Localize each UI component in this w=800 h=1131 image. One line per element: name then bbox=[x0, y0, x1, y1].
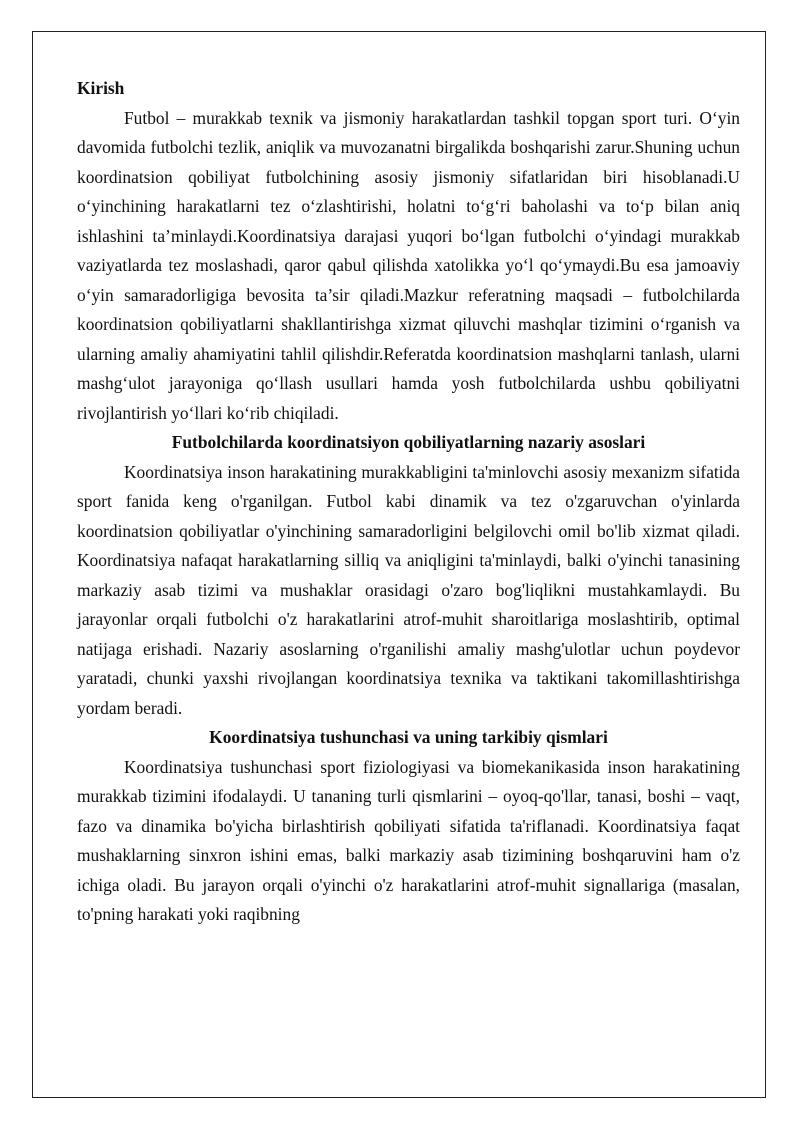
section2-paragraph: Koordinatsiya tushunchasi sport fiziologiyasi va biomekanikasida inson harakatining murakkab tizimini ifodalaydi. U tananing turli qismlarini – oyoq-qo'llar, tanasi, boshi – vaqt, fazo va dinamika bo'yicha birlashtirish qobiliyati sifatida ta'riflanadi. Koordinatsiya faqat mushaklarning sinxron ishini emas, balki markaziy asab tizimining boshqaruvini ham o'z ichiga oladi. Bu jarayon orqali o'yinchi o'z harakatlarini atrof-muhit signallariga (masalan, to'pning harakati yoki raqibning bbox=[77, 756, 740, 924]
section1-heading: Futbolchilarda koordinatsiyon qobiliyatlarning nazariy asoslari bbox=[171, 432, 646, 452]
intro-heading: Kirish bbox=[77, 78, 125, 98]
section1-paragraph: Koordinatsiya inson harakatining murakkabligini ta'minlovchi asosiy mexanizm sifatida sport fanida keng o'rganilgan. Futbol kabi dinamik va tez o'zgaruvchan o'yinlarda koordinatsion qobiliyatlar o'yinchining samaradorligini belgilovchi omil bo'lib xizmat qiladi. Koordinatsiya nafaqat harakatlarning silliq va aniqligini ta'minlaydi, balki o'yinchi tanasining markaziy asab tizimi va mushaklar orasidagi o'zaro bog'liqlikni mustahkamlaydi. Bu jarayonlar orqali futbolchi o'z harakatlarini atrof-muhit sharoitlariga moslashtirib, optimal natijaga erishadi. Nazariy asoslarning o'rganilishi amaliy mashg'ulotlar uchun poydevor yaratadi, chunki yaxshi rivojlangan koordinatsiya texnika va taktikani takomillashtirishga yordam beradi. bbox=[77, 461, 740, 718]
intro-paragraph: Futbol – murakkab texnik va jismoniy harakatlardan tashkil topgan sport turi. O‘yin davomida futbolchi tezlik, aniqlik va muvozanatni birgalikda boshqarishi zarur.Shuning uchun koordinatsion qobiliyat futbolchining asosiy jismoniy sifatlaridan biri hisoblanadi.U o‘yinchining harakatlarni tez o‘zlashtirishi, holatni to‘g‘ri baholashi va to‘p bilan aniq ishlashini ta’minlaydi.Koordinatsiya darajasi yuqori bo‘lgan futbolchi o‘yindagi murakkab vaziyatlarda tez moslashadi, qaror qabul qilishda xatolikka yo‘l qo‘ymaydi.Bu esa jamoaviy o‘yin samaradorligiga bevosita ta’sir qiladi.Mazkur referatning maqsadi – futbolchilarda koordinatsion qobiliyatlarni shakllantirishga xizmat qiluvchi mashqlar tizimini o‘rganish va ularning amaliy ahamiyatini tahlil qilishdir.Referatda koordinatsion mashqlarni tanlash, ularni mashg‘ulot jarayoniga qo‘llash usullari hamda yosh futbolchilarda ushbu qobiliyatni rivojlantirish yo‘llari ko‘rib chiqiladi. bbox=[77, 107, 740, 423]
section2-heading: Koordinatsiya tushunchasi va uning tarkibiy qismlari bbox=[209, 727, 608, 747]
document-body bbox=[77, 74, 740, 930]
